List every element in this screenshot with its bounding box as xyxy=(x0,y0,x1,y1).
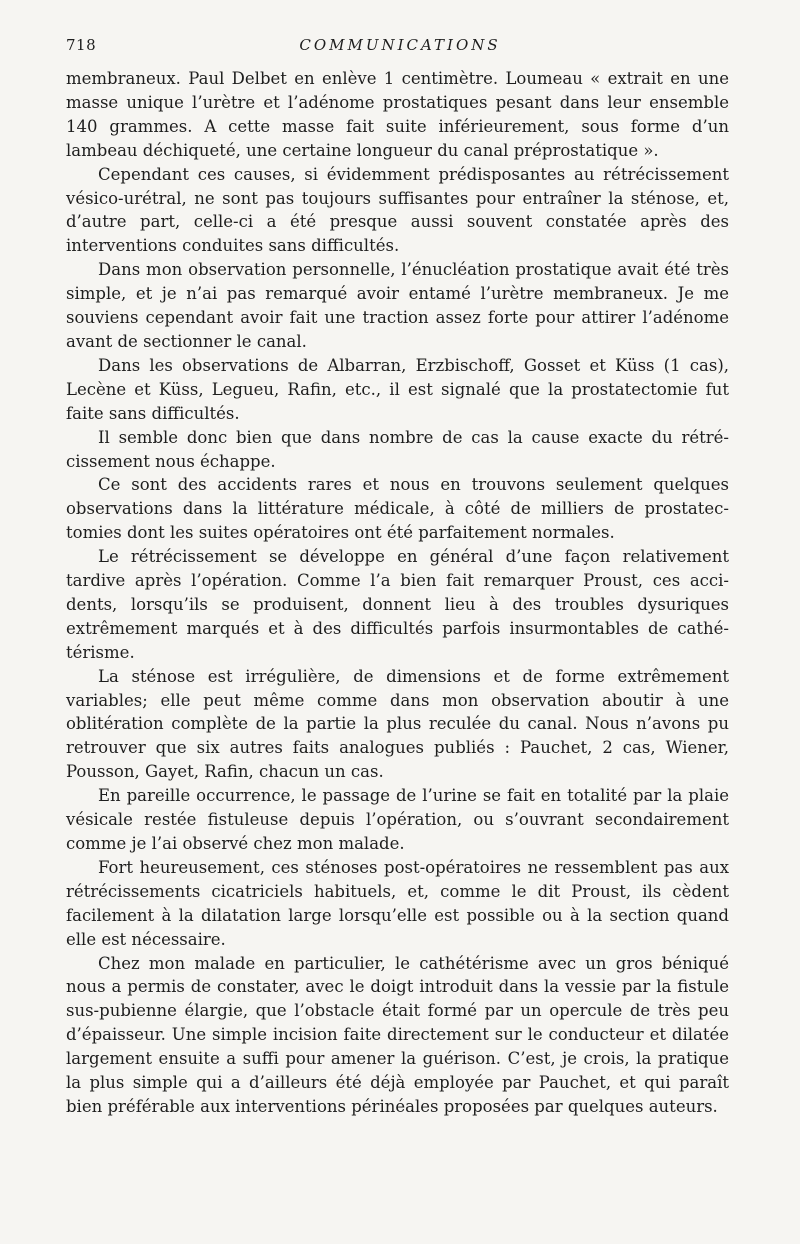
paragraph-2: Cependant ces causes, si évidemment prédisposantes au rétrécissement vésico-urétral, ne sont pas toujours suffisantes pour entraîner la sténose, et, d’autre part, celle-ci a été presque aussi souvent constatée après des interventions conduites sans difficultés. xyxy=(66,164,729,256)
body-text xyxy=(66,67,729,1119)
paragraph-5: Il semble donc bien que dans nombre de cas la cause exacte du rétrécissement nous échappe. xyxy=(66,427,729,471)
running-title: COMMUNICATIONS xyxy=(299,36,501,54)
paragraph-6: Ce sont des accidents rares et nous en trouvons seulement quelques observations dans la littérature médicale, à côté de milliers de prostatectomies dont les suites opératoires ont été parfaitement normales. xyxy=(66,475,729,543)
running-head xyxy=(66,36,734,58)
paragraph-1: membraneux. Paul Delbet en enlève 1 centimètre. Loumeau « extrait en une masse unique l’urètre et l’adénome prostatiques pesant dans leur ensemble 140 grammes. A cette masse fait suite inférieurement, sous forme d’un lambeau déchiqueté, une certaine longueur du canal préprostatique ». xyxy=(66,69,729,160)
paragraph-9: En pareille occurrence, le passage de l’urine se fait en totalité par la plaie vésicale restée fistuleuse depuis l’opération, ou s’ouvrant secondairement comme je l’ai observé chez mon malade. xyxy=(66,786,729,853)
paragraph-11: Chez mon malade en particulier, le cathétérisme avec un gros béniqué nous a permis de constater, avec le doigt introduit dans la vessie par la fistule sus-pubienne élargie, que l’obstacle était formé par un opercule de très peu d’épaisseur. Une simple incision faite directement sur le conducteur et dilatée largement ensuite a suffi pour amener la guérison. C’est, je crois, la pratique la plus simple qui a d’ailleurs été déjà employée par Pauchet, et qui paraît bien préférable aux interventions périnéales proposées par quelques auteurs. xyxy=(66,953,729,1116)
paragraph-7: Le rétrécissement se développe en général d’une façon relativement tardive après l’opération. Comme l’a bien fait remarquer Proust, ces accidents, lorsqu’ils se produisent, donnent lieu à des troubles dysuriques extrêmement marqués et à des difficultés parfois insurmontables de cathétérisme. xyxy=(66,547,729,662)
page-number: 718 xyxy=(66,36,97,54)
paragraph-4: Dans les observations de Albarran, Erzbischoff, Gosset et Küss (1 cas), Lecène et Küss, Legueu, Rafin, etc., il est signalé que la prostatectomie fut faite sans difficultés. xyxy=(66,355,729,423)
paragraph-8: La sténose est irrégulière, de dimensions et de forme extrêmement variables; elle peut même comme dans mon observation aboutir à une oblitération complète de la partie la plus reculée du canal. Nous n’avons pu retrouver que six autres faits analogues publiés : Pauchet, 2 cas, Wiener, Pousson, Gayet, Rafin, chacun un cas. xyxy=(66,666,729,782)
paragraph-3: Dans mon observation personnelle, l’énucléation prostatique avait été très simple, et je n’ai pas remarqué avoir entamé l’urètre membraneux. Je me souviens cependant avoir fait une traction assez forte pour attirer l’adénome avant de sectionner le canal. xyxy=(66,260,729,351)
paragraph-10: Fort heureusement, ces sténoses post-opératoires ne ressemblent pas aux rétrécissements cicatriciels habituels, et, comme le dit Proust, ils cèdent facilement à la dilatation large lorsqu’elle est possible ou à la section quand elle est nécessaire. xyxy=(66,857,729,949)
